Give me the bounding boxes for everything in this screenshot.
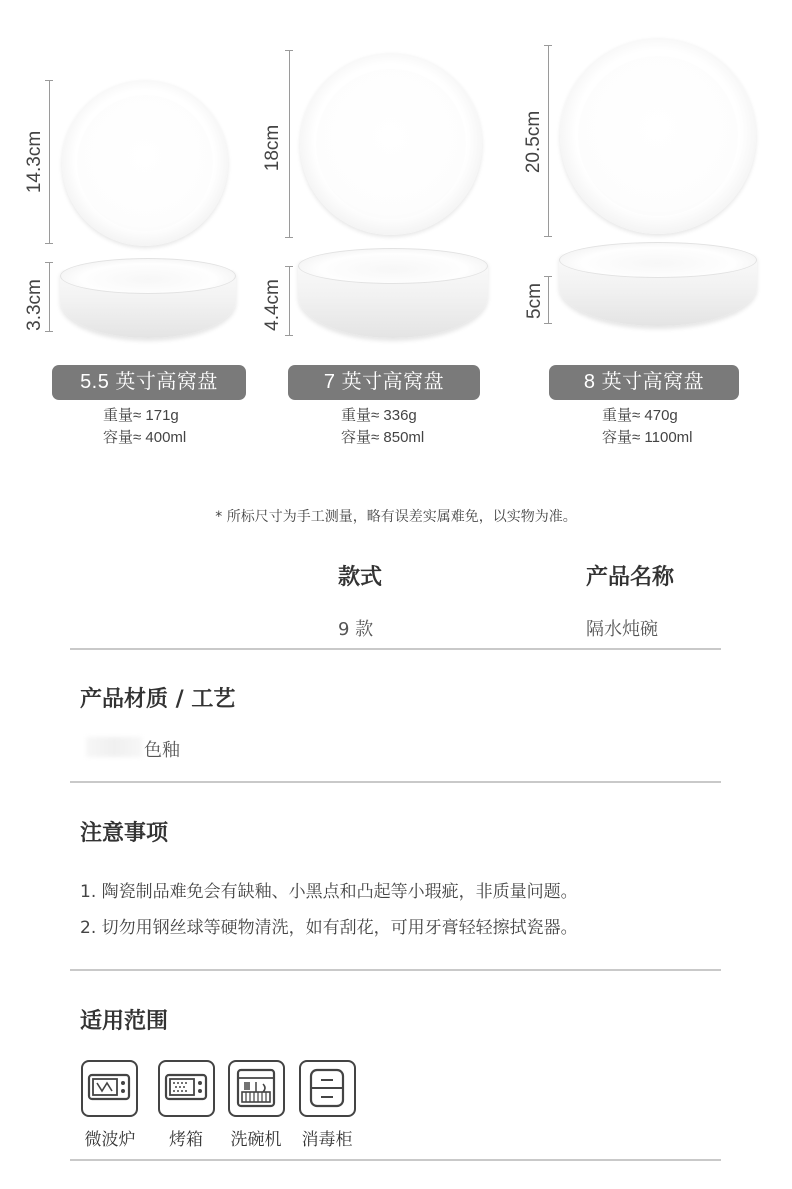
material-header: 产品材质 / 工艺 [80,687,236,712]
plate-top-view [560,38,756,234]
height-measure-line [548,276,549,324]
plate-side-view [559,242,757,326]
plate-top-view [300,53,482,235]
plate-top-view [62,80,228,246]
weight-text: 重量≈ 171g [103,407,179,424]
plate-side-view [298,248,488,338]
weight-text: 重量≈ 336g [341,407,417,424]
divider [70,781,721,783]
microwave-icon [81,1060,138,1117]
divider [70,1159,721,1161]
product-name-header: 产品名称 [586,565,675,590]
product-name-pill: 8 英寸高窝盘 [549,365,739,400]
height-label: 3.3cm [24,279,45,331]
product-name-pill: 7 英寸高窝盘 [288,365,480,400]
usage-label-oven: 烤箱 [169,1130,203,1150]
usage-label-sterilizer: 消毒柜 [301,1130,353,1150]
capacity-text: 容量≈ 400ml [103,429,187,446]
blurred-text [86,737,142,757]
diameter-label: 18cm [262,124,283,172]
height-label: 5cm [524,283,545,319]
style-value: 9 款 [338,619,374,640]
notice-item: 2. 切勿用钢丝球等硬物清洗，如有刮花，可用牙膏轻轻擦拭瓷器。 [80,918,578,938]
notice-item: 1. 陶瓷制品难免会有缺釉、小黑点和凸起等小瑕疵，非质量问题。 [80,882,578,902]
height-measure-line [49,262,50,332]
usage-label-dishwasher: 洗碗机 [230,1130,282,1150]
usage-header: 适用范围 [80,1009,169,1034]
capacity-text: 容量≈ 1100ml [602,429,693,446]
capacity-text: 容量≈ 850ml [341,429,425,446]
diameter-measure-line [289,50,290,238]
diameter-measure-line [548,45,549,237]
weight-text: 重量≈ 470g [602,407,678,424]
style-header: 款式 [338,565,383,590]
product-name-value: 隔水炖碗 [586,619,658,640]
oven-icon [158,1060,215,1117]
usage-label-microwave: 微波炉 [84,1130,136,1150]
product-name-pill: 5.5 英寸高窝盘 [52,365,246,400]
notice-header: 注意事项 [80,821,169,846]
plate-side-view [60,258,236,338]
diameter-label: 20.5cm [523,110,544,174]
height-measure-line [289,266,290,336]
material-value: 色釉 [144,740,180,761]
sterilizer-cabinet-icon [299,1060,356,1117]
height-label: 4.4cm [262,279,283,331]
diameter-label: 14.3cm [24,130,45,194]
measurement-note: * 所标尺寸为手工测量，略有误差实属难免，以实物为准。 [215,509,577,525]
diameter-measure-line [49,80,50,244]
divider [70,648,721,650]
divider [70,969,721,971]
dishwasher-icon [228,1060,285,1117]
